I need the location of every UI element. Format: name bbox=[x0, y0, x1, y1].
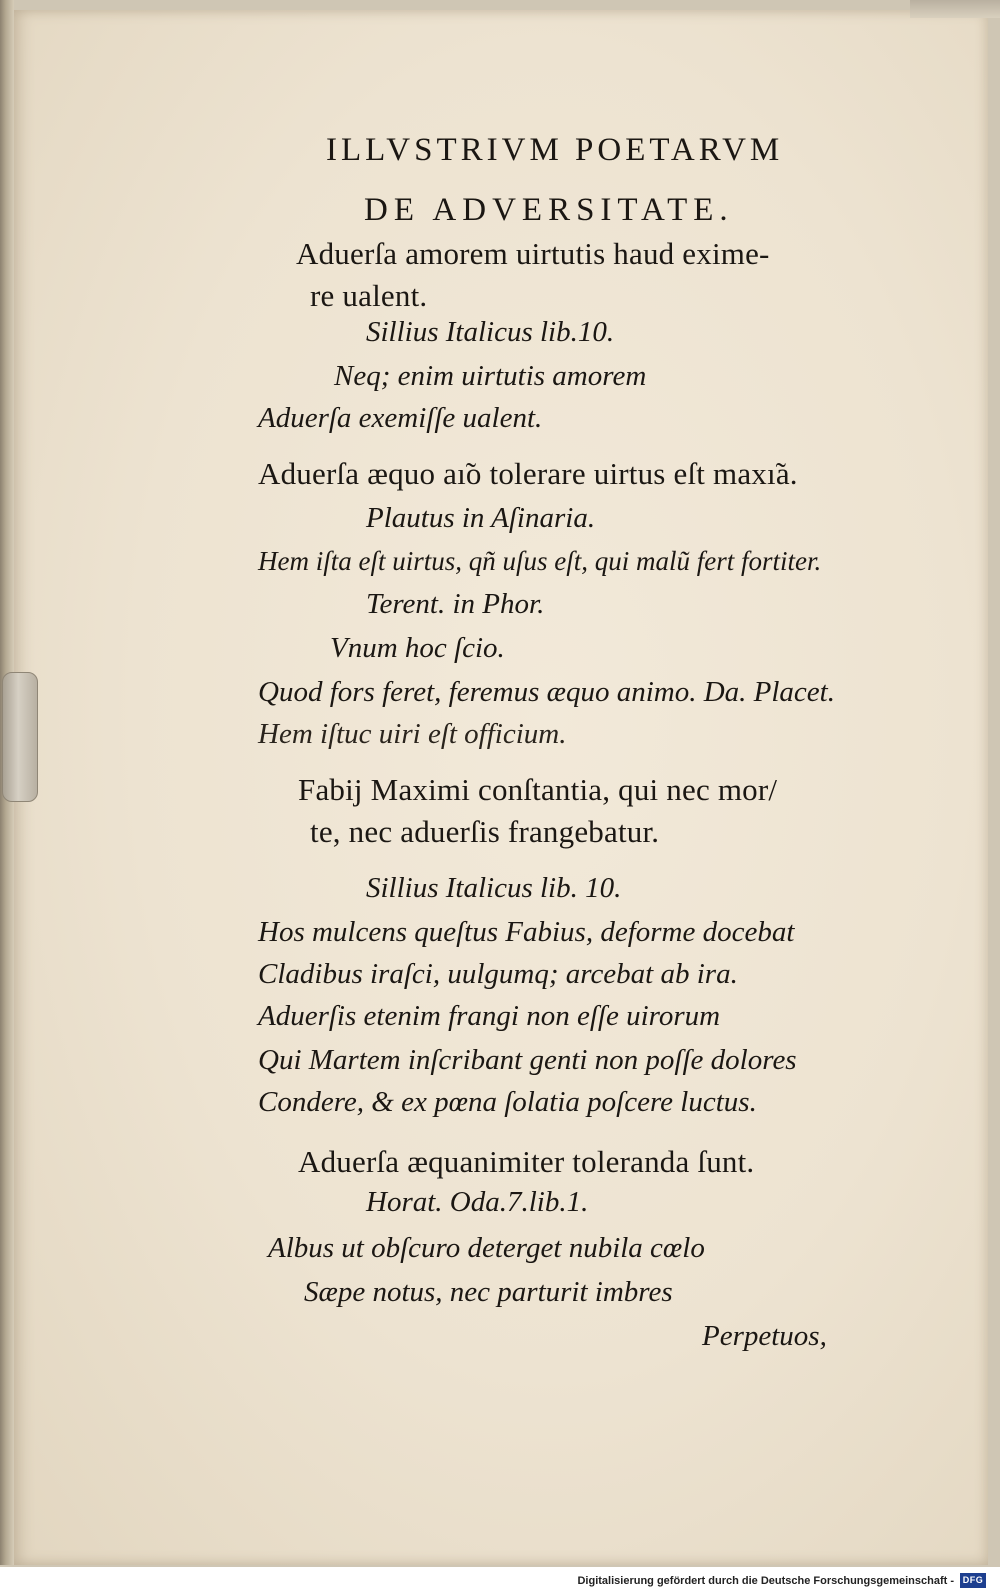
citation-line: Terent. in Phor. bbox=[366, 588, 545, 620]
running-header-line-1: ILLVSTRIVM POETARVM bbox=[326, 132, 784, 168]
footer-credit-text: Digitalisierung gefördert durch die Deutsche Forschungsgemeinschaft - bbox=[577, 1575, 954, 1587]
catchword: Perpetuos, bbox=[702, 1320, 827, 1352]
page-corner-shadow bbox=[910, 0, 1000, 18]
text-line: Aduerſa æquo aı̃o tolerare uirtus eſt maxı̃a. bbox=[258, 456, 798, 491]
running-header-line-2: DE ADVERSITATE. bbox=[364, 192, 734, 228]
text-line: Fabij Maximi conſtantia, qui nec mor/ bbox=[298, 772, 778, 807]
digitization-footer bbox=[0, 1567, 1000, 1595]
verse-line: Vnum hoc ſcio. bbox=[330, 632, 505, 664]
verse-line: Hos mulcens queſtus Fabius, deforme docebat bbox=[258, 916, 795, 948]
dfg-logo-icon: DFG bbox=[960, 1573, 986, 1588]
citation-line: Sillius Italicus lib. 10. bbox=[366, 872, 622, 904]
verse-line: Qui Martem inſcribant genti non poſſe dolores bbox=[258, 1044, 797, 1076]
text-line: re ualent. bbox=[310, 278, 428, 313]
text-line: Aduerſa æquanimiter toleranda ſunt. bbox=[298, 1144, 755, 1179]
verse-line: Condere, & ex pœna ſolatia poſcere luctus. bbox=[258, 1086, 757, 1118]
verse-line: Cladibus iraſci, uulgumq; arcebat ab ira. bbox=[258, 958, 738, 990]
verse-line: Albus ut obſcuro deterget nubila cœlo bbox=[268, 1232, 705, 1264]
verse-line: Quod fors feret, feremus æquo animo. Da. Placet. bbox=[258, 676, 835, 708]
verse-line: Aduerſa exemiſſe ualent. bbox=[258, 402, 543, 434]
citation-line: Horat. Oda.7.lib.1. bbox=[366, 1186, 589, 1218]
verse-line: Hem iſtuc uiri eſt officium. bbox=[258, 718, 567, 750]
citation-line: Sillius Italicus lib.10. bbox=[366, 316, 615, 348]
verse-line: Hem iſta eſt uirtus, qñ uſus eſt, qui malũ fert fortiter. bbox=[258, 546, 822, 576]
text-line: te, nec aduerſis frangebatur. bbox=[310, 814, 660, 849]
citation-line: Plautus in Aſinaria. bbox=[366, 502, 596, 534]
verse-line: Neq; enim uirtutis amorem bbox=[334, 360, 647, 392]
book-page bbox=[12, 10, 988, 1565]
text-line: Aduerſa amorem uirtutis haud exime- bbox=[296, 236, 770, 271]
page-clip bbox=[2, 672, 38, 802]
verse-line: Sæpe notus, nec parturit imbres bbox=[304, 1276, 673, 1308]
verse-line: Aduerſis etenim frangi non eſſe uirorum bbox=[258, 1000, 721, 1032]
